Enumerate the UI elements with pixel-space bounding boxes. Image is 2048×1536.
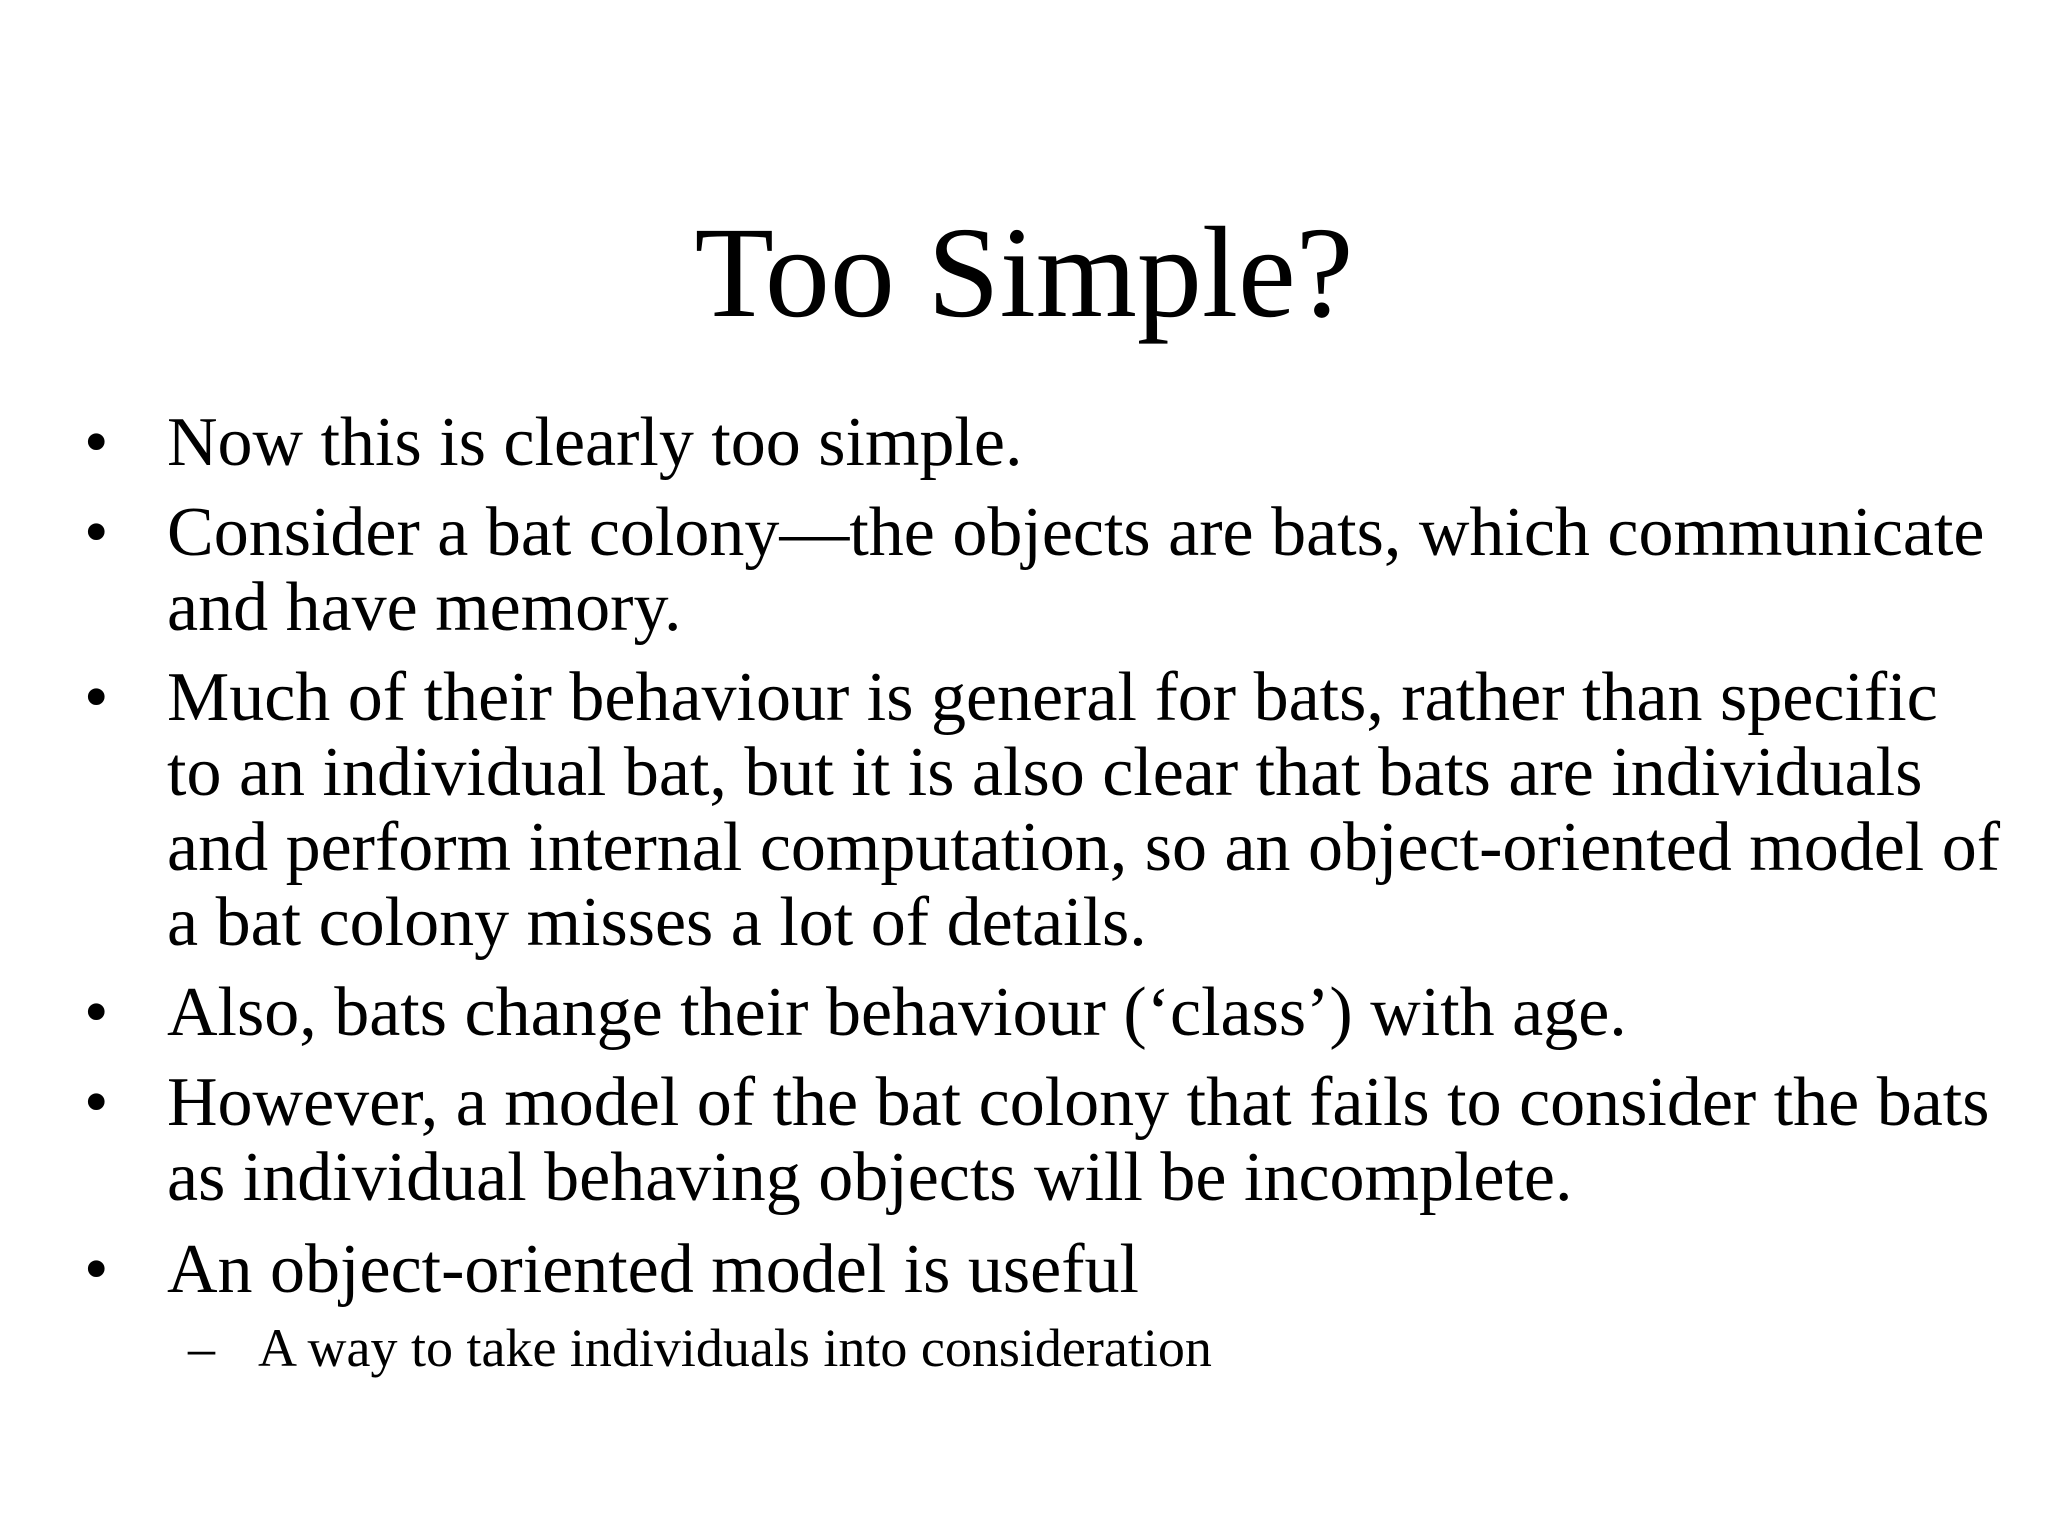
bullet-line: a bat colony misses a lot of details. xyxy=(167,884,1147,961)
bullet-line: An object-oriented model is useful xyxy=(167,1231,1139,1308)
bullet-line: Also, bats change their behaviour (‘class’) with age. xyxy=(167,974,1627,1051)
bullet-line: to an individual bat, but it is also clear that bats are individuals xyxy=(167,734,1923,811)
bullet-marker: • xyxy=(84,404,109,481)
sub-bullet-text: A way to take individuals into consideration xyxy=(258,1318,1212,1378)
slide-title: Too Simple? xyxy=(694,201,1354,345)
bullet-marker: • xyxy=(84,1231,109,1308)
bullet-line: Now this is clearly too simple. xyxy=(167,404,1023,481)
sub-bullet-marker: – xyxy=(188,1318,215,1378)
bullet-line: However, a model of the bat colony that fails to consider the bats xyxy=(167,1064,1990,1141)
bullet-marker: • xyxy=(84,494,109,571)
bullet-line: Consider a bat colony—the objects are bats, which communicate xyxy=(167,494,1985,571)
bullet-text xyxy=(167,660,2037,960)
bullet-text xyxy=(167,1232,2037,1307)
bullet-marker: • xyxy=(84,659,109,736)
bullet-line: and have memory. xyxy=(167,569,682,646)
bullet-text xyxy=(167,495,2037,645)
bullet-line: and perform internal computation, so an object-oriented model of xyxy=(167,809,2001,886)
bullet-marker: • xyxy=(84,974,109,1051)
bullet-text xyxy=(167,975,2037,1050)
bullet-line: as individual behaving objects will be incomplete. xyxy=(167,1139,1573,1216)
bullet-line: Much of their behaviour is general for bats, rather than specific xyxy=(167,659,1938,736)
bullet-marker: • xyxy=(84,1064,109,1141)
bullet-text xyxy=(167,405,2037,480)
bullet-text xyxy=(167,1065,2037,1215)
